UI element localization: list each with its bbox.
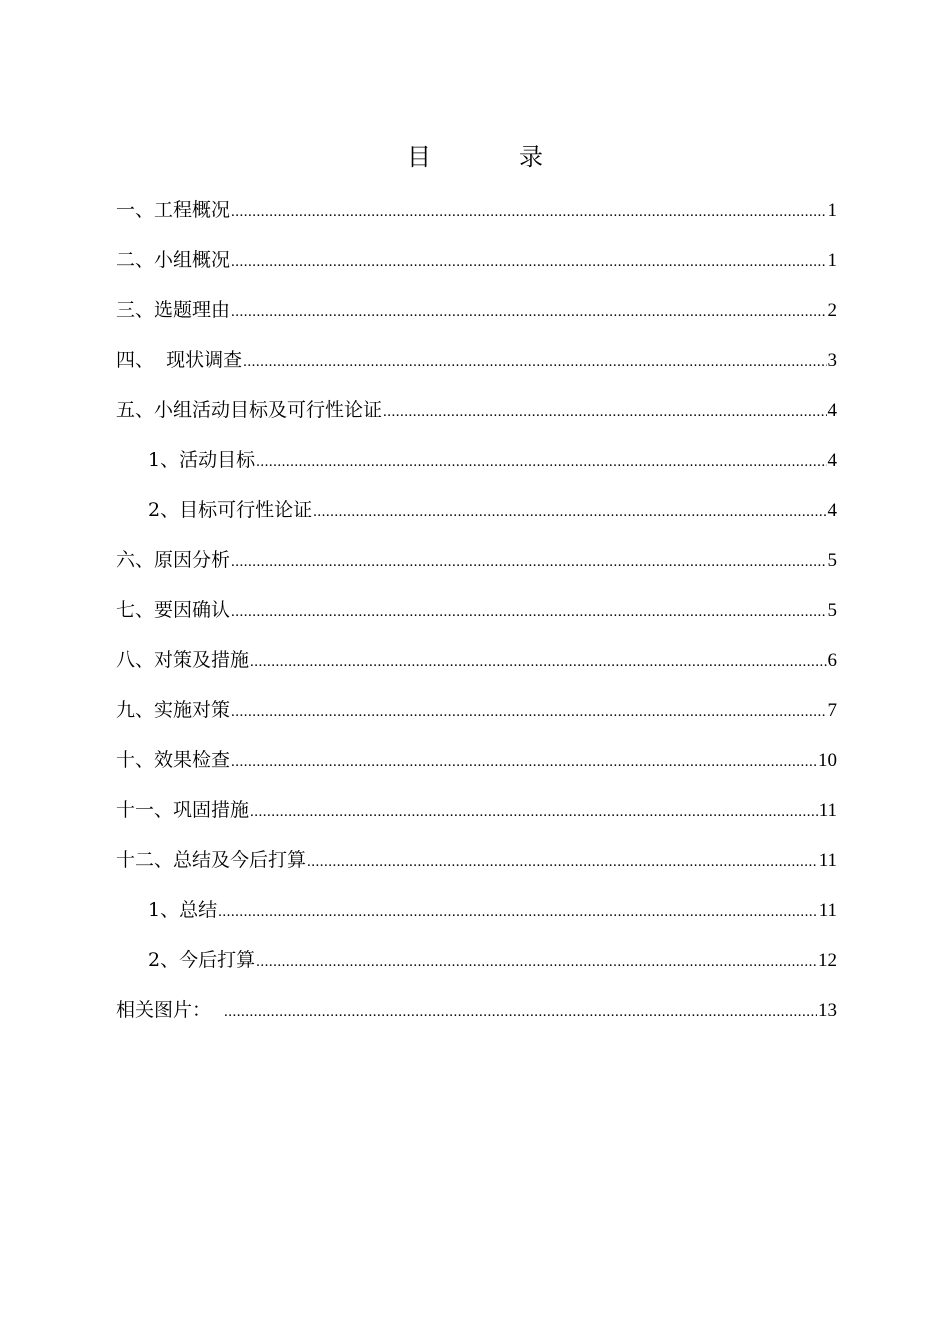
toc-entry-label: 五、小组活动目标及可行性论证: [116, 399, 383, 421]
toc-entry-label: 二、小组概况: [116, 249, 231, 271]
toc-title: 目 录: [407, 143, 575, 171]
toc-list: [116, 193, 837, 1043]
toc-entry-label: 相关图片：: [116, 999, 212, 1021]
toc-entry-page-number: 5: [827, 600, 837, 621]
dot-leader: [224, 995, 817, 1029]
dot-leader: [256, 445, 826, 479]
toc-entry-page-number: 12: [818, 950, 837, 971]
toc-entry-label: 十、效果检查: [116, 749, 231, 771]
dot-leader: [231, 195, 826, 229]
dot-leader: [243, 345, 826, 379]
toc-entry[interactable]: [116, 643, 837, 693]
toc-entry-page-number: 11: [818, 900, 837, 921]
toc-entry-page-number: 13: [818, 1000, 837, 1021]
dot-leader: [231, 695, 826, 729]
toc-entry-page-number: 5: [827, 550, 837, 571]
dot-leader: [231, 595, 826, 629]
toc-subentry[interactable]: [116, 943, 837, 993]
toc-entry-page-number: 1: [827, 250, 837, 271]
toc-entry-label: 九、实施对策: [116, 699, 231, 721]
dot-leader: [231, 545, 826, 579]
toc-subentry[interactable]: [116, 493, 837, 543]
dot-leader: [250, 795, 818, 829]
toc-entry-page-number: 4: [827, 450, 837, 471]
toc-entry[interactable]: [116, 243, 837, 293]
dot-leader: [256, 945, 817, 979]
toc-entry-label: 八、对策及措施: [116, 649, 250, 671]
toc-entry-page-number: 4: [827, 400, 837, 421]
toc-subentry[interactable]: [116, 893, 837, 943]
toc-entry-label: 六、原因分析: [116, 549, 231, 571]
toc-entry-page-number: 11: [818, 800, 837, 821]
toc-entry[interactable]: [116, 343, 837, 393]
toc-entry-label: 1、总结: [148, 899, 218, 921]
toc-entry-page-number: 2: [827, 300, 837, 321]
toc-entry[interactable]: [116, 843, 837, 893]
toc-entry[interactable]: [116, 193, 837, 243]
dot-leader: [307, 845, 818, 879]
toc-entry-page-number: 11: [818, 850, 837, 871]
toc-entry[interactable]: [116, 743, 837, 793]
dot-leader: [250, 645, 826, 679]
toc-entry[interactable]: [116, 793, 837, 843]
toc-subentry[interactable]: [116, 443, 837, 493]
dot-leader: [231, 745, 817, 779]
toc-entry[interactable]: [116, 393, 837, 443]
toc-entry-label: 2、今后打算: [148, 949, 256, 971]
toc-entry-label: 2、目标可行性论证: [148, 499, 313, 521]
toc-entry-page-number: 6: [827, 650, 837, 671]
toc-entry[interactable]: [116, 293, 837, 343]
dot-leader: [383, 395, 826, 429]
dot-leader: [313, 495, 826, 529]
toc-entry-page-number: 3: [827, 350, 837, 371]
toc-entry[interactable]: [116, 993, 837, 1043]
toc-entry-label: 七、要因确认: [116, 599, 231, 621]
toc-entry-page-number: 1: [827, 200, 837, 221]
toc-entry-page-number: 7: [827, 700, 837, 721]
toc-entry-label: 十二、总结及今后打算: [116, 849, 307, 871]
dot-leader: [231, 295, 826, 329]
toc-entry-label: 一、工程概况: [116, 199, 231, 221]
toc-entry-page-number: 4: [827, 500, 837, 521]
toc-entry-label: 1、活动目标: [148, 449, 256, 471]
toc-entry-label: 十一、巩固措施: [116, 799, 250, 821]
toc-entry[interactable]: [116, 693, 837, 743]
dot-leader: [231, 245, 826, 279]
toc-entry[interactable]: [116, 593, 837, 643]
toc-entry-label: 三、选题理由: [116, 299, 231, 321]
toc-entry-label: 四、 现状调查: [116, 349, 243, 371]
toc-entry-page-number: 10: [818, 750, 837, 771]
dot-leader: [218, 895, 818, 929]
toc-entry[interactable]: [116, 543, 837, 593]
